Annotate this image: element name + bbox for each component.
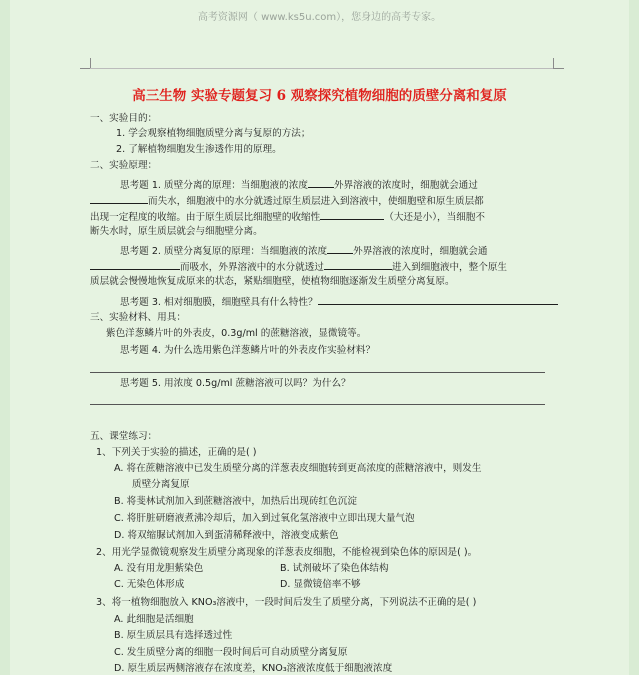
- q1-text-a: 思考题 1. 质壁分离的原理：当细胞液的浓度: [120, 180, 308, 191]
- question-1-line-1: [120, 178, 478, 192]
- question-5: 思考题 5. 用浓度 0.5g/ml 蔗糖溶液可以吗？为什么？: [120, 378, 351, 389]
- q2-blank-3[interactable]: [324, 260, 392, 270]
- exercise-3-option-d: D. 原生质层两侧溶液存在浓度差，KNO₃溶液浓度低于细胞液浓度: [114, 663, 393, 674]
- exercise-2: 2、用光学显微镜观察发生质壁分离现象的洋葱表皮细胞，不能检视到染色体的原因是( )。: [96, 547, 478, 558]
- document-title: 高三生物 实验专题复习 6 观察探究植物细胞的质壁分离和复原: [132, 88, 507, 104]
- header-rule: [90, 68, 553, 69]
- exercise-3-option-b: B. 原生质层具有选择透过性: [114, 630, 233, 641]
- q2-text-a: 思考题 2. 质壁分离复原的原理：当细胞液的浓度: [120, 246, 328, 257]
- section-1-heading: 一、实验目的：: [90, 113, 158, 124]
- q1-text-d: 出现一定程度的收缩。由于原生质层比细胞壁的收缩性: [90, 212, 321, 223]
- section-2-heading: 二、实验原理：: [90, 160, 158, 171]
- question-1-line-2: [90, 194, 484, 208]
- exercise-1-option-a-line-2: 质壁分离复原: [132, 479, 190, 490]
- exercise-2-option-a: A. 没有用龙胆紫染色: [114, 563, 204, 574]
- section-3-body: 紫色洋葱鳞片叶的外表皮，0.3g/ml 的蔗糖溶液，显微镜等。: [106, 328, 367, 339]
- exercise-2-option-b: B. 试剂破坏了染色体结构: [280, 563, 389, 574]
- exercise-1: 1、下列关于实验的描述，正确的是( ): [96, 447, 257, 458]
- exercise-1-option-b: B. 将斐林试剂加入到蔗糖溶液中，加热后出现砖红色沉淀: [114, 496, 357, 507]
- section-3-heading: 三、实验材料、用具：: [90, 312, 186, 323]
- exercise-3-option-c: C. 发生质壁分离的细胞一段时间后可自动质壁分离复原: [114, 647, 348, 658]
- question-1-line-3: [90, 210, 485, 224]
- q3-text: 思考题 3. 相对细胞膜，细胞壁具有什么特性？: [120, 297, 318, 308]
- question-2-line-1: [120, 244, 487, 258]
- question-1-line-4: 断失水时，原生质层就会与细胞壁分离。: [90, 226, 263, 237]
- section-1-item-2: 2. 了解植物细胞发生渗透作用的原理。: [116, 144, 282, 155]
- exercise-1-option-d: D. 将双缩脲试剂加入到蛋清稀释液中，溶液变成紫色: [114, 530, 339, 541]
- answer-line-q4[interactable]: [90, 372, 545, 373]
- question-4: 思考题 4. 为什么选用紫色洋葱鳞片叶的外表皮作实验材料？: [120, 345, 376, 356]
- q1-blank-1[interactable]: [308, 178, 334, 188]
- question-2-line-2: [90, 260, 507, 274]
- q1-text-b: 外界溶液的浓度时，细胞就会通过: [333, 180, 478, 191]
- exercise-3: 3、将一植物细胞放入 KNO₃溶液中，一段时间后发生了质壁分离，下列说法不正确的是( ): [96, 597, 477, 608]
- q2-text-d: 进入到细胞液中，整个原生: [391, 262, 508, 273]
- section-5-heading: 五、课堂练习：: [90, 431, 158, 442]
- q2-blank-1[interactable]: [327, 244, 353, 254]
- q2-text-b: 外界溶液的浓度时，细胞就会通: [353, 246, 488, 257]
- q2-text-c: 而吸水，外界溶液中的水分就透过: [180, 262, 324, 273]
- q2-blank-2[interactable]: [90, 260, 180, 270]
- exercise-1-option-a-line-1: A. 将在蔗糖溶液中已发生质壁分离的洋葱表皮细胞转到更高浓度的蔗糖溶液中，则发生: [114, 463, 482, 474]
- q1-blank-3[interactable]: [320, 210, 384, 220]
- q1-blank-2[interactable]: [90, 194, 148, 204]
- question-3: [120, 295, 558, 309]
- exercise-1-option-c: C. 将肝脏研磨液煮沸冷却后，加入到过氧化氢溶液中立即出现大量气泡: [114, 513, 415, 524]
- site-header: 高考资源网（ www.ks5u.com），您身边的高考专家。: [197, 12, 442, 23]
- q1-text-e: （大还是小），当细胞不: [384, 212, 485, 223]
- section-1-item-1: 1. 学会观察植物细胞质壁分离与复原的方法；: [116, 128, 311, 139]
- exercise-3-option-a: A. 此细胞是活细胞: [114, 614, 194, 625]
- question-2-line-3: 质层就会慢慢地恢复成原来的状态，紧贴细胞壁，使植物细胞逐渐发生质壁分离复原。: [90, 276, 455, 287]
- q1-text-c: 而失水，细胞液中的水分就透过原生质层进入到溶液中，使细胞壁和原生质层都: [148, 196, 484, 207]
- exercise-2-option-c: C. 无染色体形成: [114, 579, 185, 590]
- q3-blank[interactable]: [318, 295, 558, 305]
- document-page: [10, 0, 629, 675]
- exercise-2-option-d: D. 显微镜倍率不够: [280, 579, 361, 590]
- answer-line-q5[interactable]: [90, 404, 545, 405]
- corner-mark-right: [553, 58, 564, 69]
